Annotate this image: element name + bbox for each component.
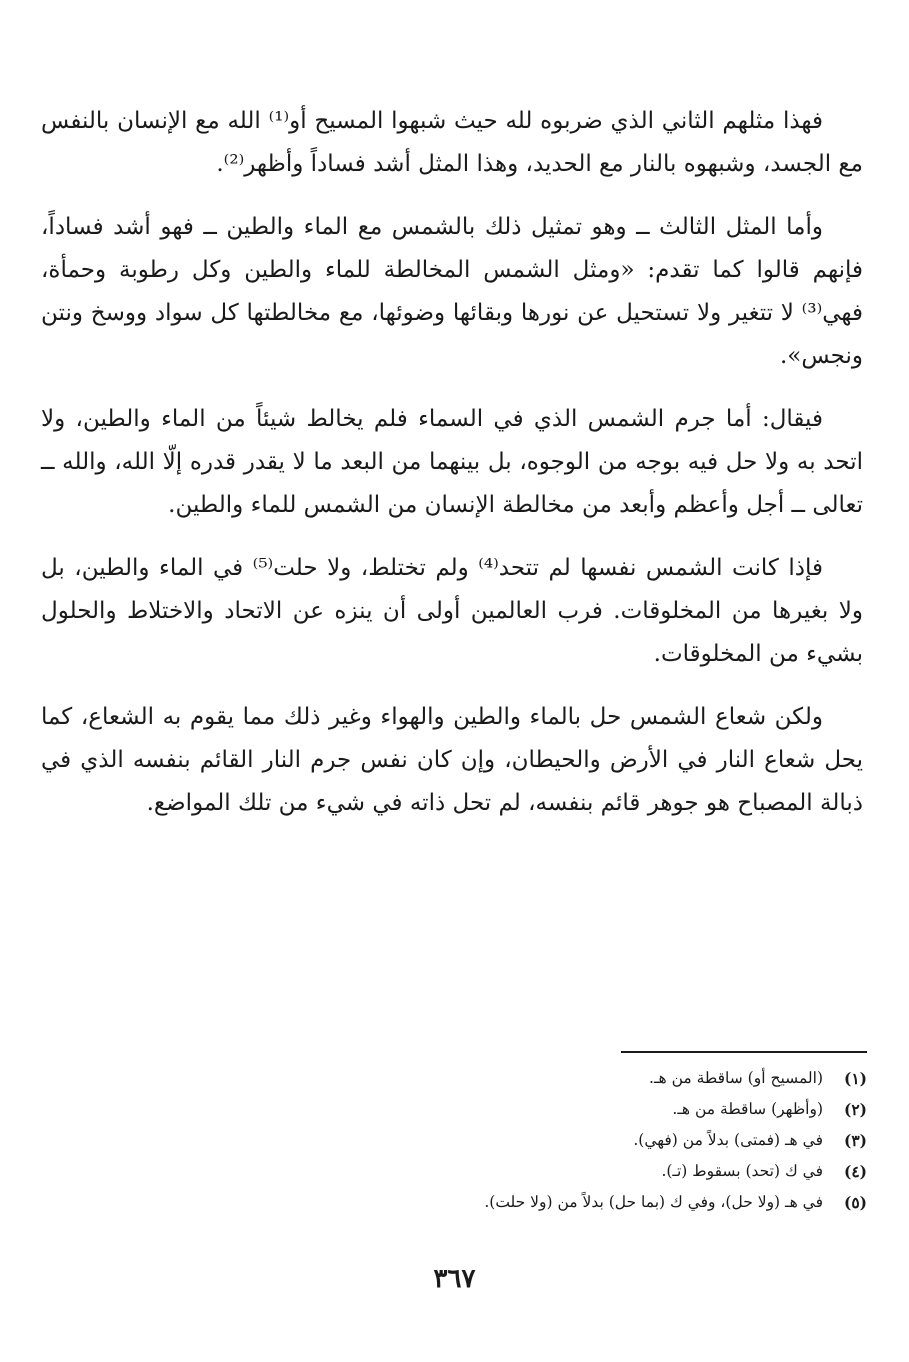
paragraph-3: فيقال: أما جرم الشمس الذي في السماء فلم يخالط شيئاً من الماء والطين، ولا اتحد به ولا حل فيه بوجه من الوجوه، بل بينهما من البعد ما لا يقدر قدره إلّا الله، والله ــ تعالى ــ أجل وأعظم وأبعد من مخالطة الإنسان من الشمس للماء والطين. bbox=[41, 406, 863, 518]
footnote-text: (المسيح أو) ساقطة من هـ. bbox=[649, 1069, 823, 1087]
footnote-number: (١) bbox=[843, 1069, 867, 1088]
footnote-text: في هـ (ولا حل)، وفي ك (بما حل) بدلاً من (ولا حلت). bbox=[484, 1193, 823, 1211]
footnote-3 bbox=[107, 1125, 867, 1156]
footnote-number: (٤) bbox=[843, 1162, 867, 1181]
main-text bbox=[41, 100, 863, 845]
footnote-4 bbox=[107, 1156, 867, 1187]
footnote-divider bbox=[621, 1051, 867, 1053]
paragraph-4: فإذا كانت الشمس نفسها لم تتحد⁽⁴⁾ ولم تختلط، ولا حلت⁽⁵⁾ في الماء والطين، بل ولا بغيرها من المخلوقات. فرب العالمين أولى أن ينزه عن الاتحاد والاختلاط والحلول بشيء من المخلوقات. bbox=[41, 555, 863, 667]
footnote-number: (٢) bbox=[843, 1100, 867, 1119]
footnote-number: (٥) bbox=[843, 1193, 867, 1212]
footnotes bbox=[107, 1063, 867, 1218]
footnote-text: (وأظهر) ساقطة من هـ. bbox=[672, 1100, 823, 1118]
footnote-1 bbox=[107, 1063, 867, 1094]
footnote-text: في ك (تحد) بسقوط (تـ). bbox=[661, 1162, 823, 1180]
page-number: ٣٦٧ bbox=[433, 1264, 476, 1294]
footnote-2 bbox=[107, 1094, 867, 1125]
paragraph-2: وأما المثل الثالث ــ وهو تمثيل ذلك بالشمس مع الماء والطين ــ فهو أشد فساداً، فإنهم قالوا كما تقدم: «ومثل الشمس المخالطة للماء والطين وكل رطوبة وحمأة، فهي⁽³⁾ لا تتغير ولا تستحيل عن نورها وبقائها وضوئها، مع مخالطتها كل سواد ووسخ ونتن ونجس». bbox=[41, 214, 863, 369]
paragraph-1: فهذا مثلهم الثاني الذي ضربوه لله حيث شبهوا المسيح أو⁽¹⁾ الله مع الإنسان بالنفس مع الجسد، وشبهوه بالنار مع الحديد، وهذا المثل أشد فساداً وأظهر⁽²⁾. bbox=[41, 108, 863, 177]
footnote-5 bbox=[107, 1187, 867, 1218]
paragraph-5: ولكن شعاع الشمس حل بالماء والطين والهواء وغير ذلك مما يقوم به الشعاع، كما يحل شعاع النار في الأرض والحيطان، وإن كان نفس جرم النار القائم بنفسه الذي في ذبالة المصباح هو جوهر قائم بنفسه، لم تحل ذاته في شيء من تلك المواضع. bbox=[41, 704, 863, 816]
footnote-number: (٣) bbox=[843, 1131, 867, 1150]
footnote-text: في هـ (فمتى) بدلاً من (فهي). bbox=[633, 1131, 823, 1149]
